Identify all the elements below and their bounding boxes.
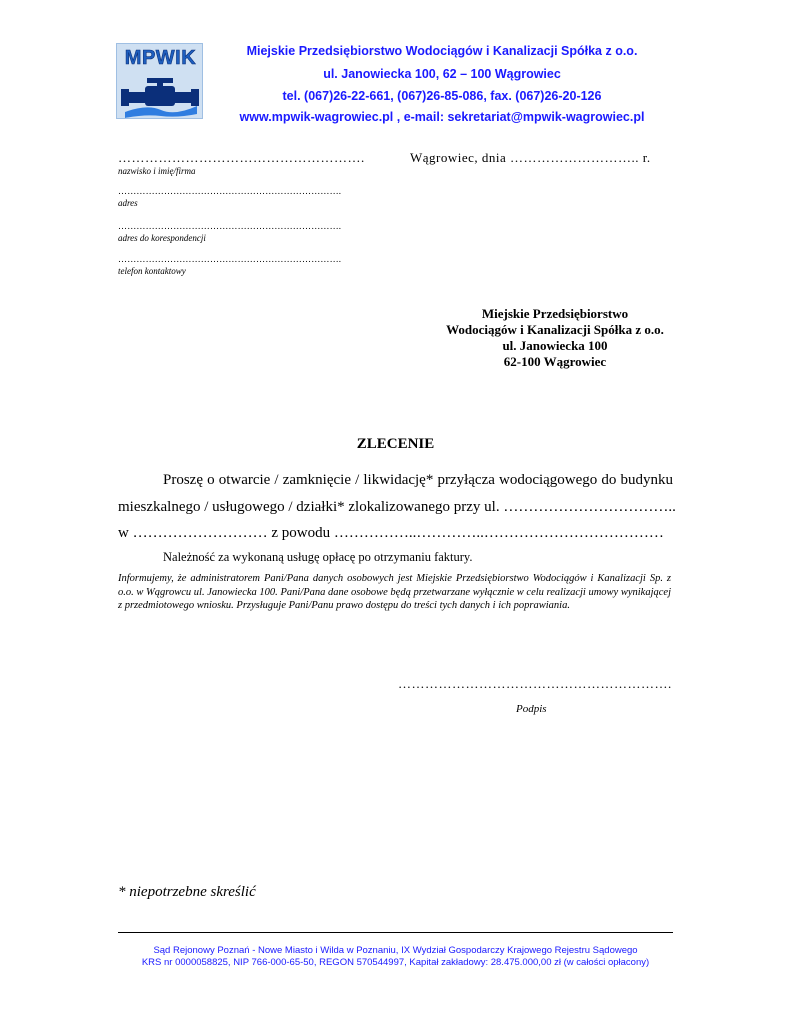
header-web-email: www.mpwik-wagrowiec.pl , e-mail: sekretariat@mpwik-wagrowiec.pl <box>239 110 645 124</box>
header-company-name: Miejskie Przedsiębiorstwo Wodociągów i Kanalizacji Spółka z o.o. <box>246 44 638 58</box>
footer-court-info: Sąd Rejonowy Poznań - Nowe Miasto i Wilda w Poznaniu, IX Wydział Gospodarczy Krajowego Rejestru Sądowego <box>153 945 638 956</box>
gdpr-notice: Informujemy, że administratorem Pani/Pana danych osobowych jest Miejskie Przedsiębiorstwo Wodociągów i Kanalizacji Sp. z o.o. w Wągrowcu ul. Janowiecka 100. Pani/Pana dane osobowe będą przetwarzane wyłącznie w celu realizacji umowy wynikającej z przedmiotowego wniosku. Przysługuje Pani/Panu prawo dostępu do treści tych danych i ich poprawiania. <box>118 573 671 611</box>
recipient-line-3: ul. Janowiecka 100 <box>502 338 608 353</box>
name-field-label: nazwisko i imię/firma <box>118 166 196 176</box>
correspondence-field-label: adres do korespondencji <box>118 233 206 243</box>
recipient-line-2: Wodociągów i Kanalizacji Spółka z o.o. <box>446 322 664 337</box>
request-line-2[interactable]: mieszkalnego / usługowego / działki* zlokalizowanego przy ul. …………………………….. <box>118 499 676 515</box>
recipient-line-4: 62-100 Wągrowiec <box>503 354 607 369</box>
footer-divider <box>118 932 673 933</box>
phone-field-label: telefon kontaktowy <box>118 266 186 276</box>
name-field-line[interactable]: ………………………………………………. <box>118 150 365 165</box>
pipe-valve-icon <box>117 70 204 120</box>
signature-line[interactable]: ……………………………………………………. <box>398 676 672 691</box>
header-address: ul. Janowiecka 100, 62 – 100 Wągrowiec <box>323 67 561 81</box>
recipient-line-1: Miejskie Przedsiębiorstwo <box>481 306 629 321</box>
payment-note: Należność za wykonaną usługę opłacę po otrzymaniu faktury. <box>163 550 473 564</box>
place-date-field[interactable]: Wągrowiec, dnia ……………………….. r. <box>410 150 651 165</box>
footer-registry-info: KRS nr 0000058825, NIP 766-000-65-50, REGON 570544997, Kapitał zakładowy: 28.475.000,00 zł (w całości opłacony) <box>141 957 650 968</box>
company-logo <box>116 43 203 119</box>
request-line-3[interactable]: w ……………………… z powodu ……………..…………..……………………………… <box>118 525 664 541</box>
header-phones: tel. (067)26-22-661, (067)26-85-086, fax. (067)26-20-126 <box>282 89 602 103</box>
request-line-1: Proszę o otwarcie / zamknięcie / likwidację* przyłącza wodociągowego do budynku <box>163 472 673 488</box>
phone-field-line[interactable]: ………………………………………………………………. <box>118 254 342 264</box>
address-field-label: adres <box>118 198 138 208</box>
address-field-line[interactable]: ………………………………………………………………. <box>118 186 342 196</box>
logo-text: MPWIK <box>124 47 197 69</box>
strike-out-note: * niepotrzebne skreślić <box>118 884 256 900</box>
signature-label: Podpis <box>516 703 547 715</box>
document-title: ZLECENIE <box>356 436 435 452</box>
correspondence-field-line[interactable]: ………………………………………………………………. <box>118 221 342 231</box>
